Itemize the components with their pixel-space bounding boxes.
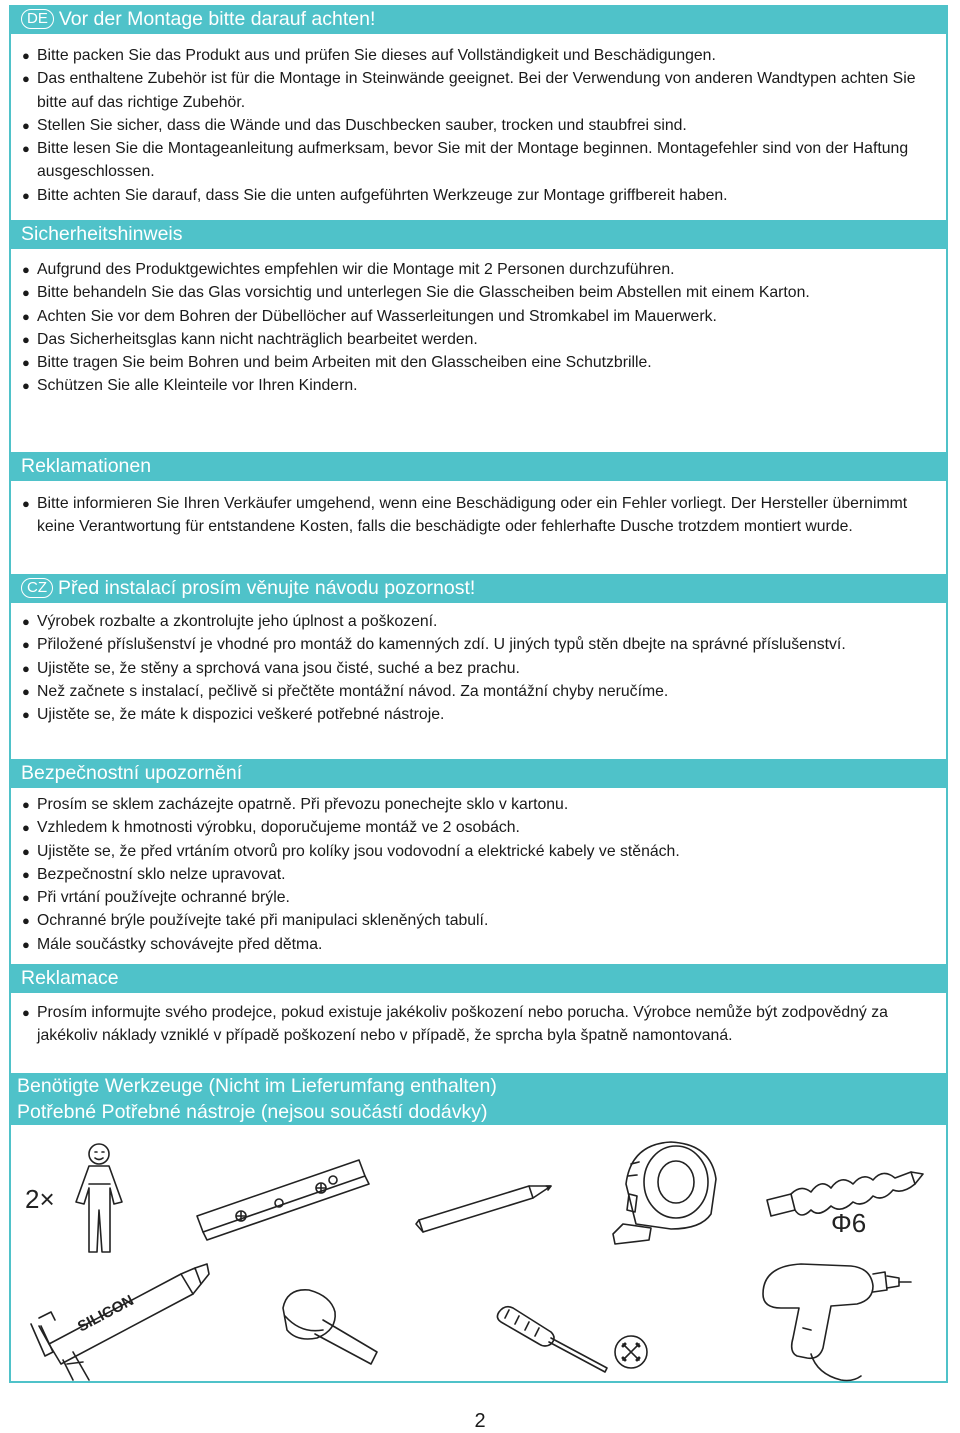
persons-count-label: 2× <box>25 1184 55 1214</box>
list-item: ● Ujistěte se, že máte k dispozici veškeré potřebné nástroje. <box>22 706 445 724</box>
list-item: ● Při vrtání používejte ochranné brýle. <box>22 889 290 907</box>
tape-measure-icon <box>613 1142 716 1244</box>
cz-title-bar <box>11 574 946 603</box>
list-item: ● Bitte behandeln Sie das Glas vorsichtig und unterlegen Sie die Glasscheiben beim Abstellen mit einem Karton. <box>22 284 810 302</box>
tools-title-cz: Potřebné Potřebné nástroje (nejsou součástí dodávky) <box>17 1101 488 1123</box>
list-item: ● Das Sicherheitsglas kann nicht nachträglich bearbeitet werden. <box>22 330 478 348</box>
cz-safety-bar <box>11 759 946 788</box>
list-item: ● Ochranné brýle používejte také při manipulaci skleněných tabulí. <box>22 912 489 930</box>
drill-icon <box>763 1264 911 1381</box>
cz-claims-list <box>22 1001 947 1048</box>
cz-safety-list <box>22 793 947 956</box>
list-item: ● Aufgrund des Produktgewichtes empfehlen wir die Montage mit 2 Personen durchzuführen. <box>22 261 675 278</box>
de-safety-title: Sicherheitshinweis <box>21 223 183 245</box>
list-item: ● Bitte achten Sie darauf, dass Sie die unten aufgeführten Werkzeuge zur Montage griffbereit haben. <box>22 186 728 204</box>
de-title-bar <box>11 5 946 34</box>
pencil-icon <box>416 1186 551 1232</box>
silicon-label: SILICON <box>74 1291 137 1336</box>
cz-claims-bar <box>11 964 946 993</box>
de-claims-bar <box>11 452 946 481</box>
list-item: ● Než začnete s instalací, pečlivě si přečtěte montážní návod. Za montážní chyby neručíme. <box>22 682 669 700</box>
drill-bit-icon <box>767 1172 923 1238</box>
list-item: ● Bezpečnostní sklo nelze upravovat. <box>22 865 286 883</box>
cz-claims-title: Reklamace <box>21 967 119 989</box>
phillips-screw-icon <box>615 1336 647 1368</box>
spirit-level-icon <box>197 1160 369 1240</box>
list-item: ● Ujistěte se, že stěny a sprchová vana jsou čisté, suché a bez prachu. <box>22 659 520 677</box>
tools-title-bar <box>11 1073 946 1125</box>
list-item: ● Das enthaltene Zubehör ist für die Montage in Steinwände geeignet. Bei der Verwendung von anderen Wandtypen achten Sie bitte auf das richtige Zubehör. <box>22 70 916 111</box>
lang-badge-cz: CZ <box>21 578 53 598</box>
de-intro-list <box>22 44 947 207</box>
caulking-gun-icon <box>31 1264 209 1380</box>
cz-intro-list <box>22 610 947 726</box>
lang-badge-de: DE <box>21 9 54 29</box>
list-item: ● Výrobek rozbalte a zkontrolujte jeho úplnost a poškození. <box>22 613 438 630</box>
list-item: ● Bitte lesen Sie die Montageanleitung aufmerksam, bevor Sie mit der Montage beginnen. Montagefehler sind von der Haftung ausgeschlossen. <box>22 140 909 181</box>
tools-illustration <box>11 1124 946 1383</box>
drill-bit-size-label: Φ6 <box>831 1208 867 1238</box>
list-item: ● Ujistěte se, že před vrtáním otvorů pro kolíky jsou vodovodní a elektrické kabely ve stěnách. <box>22 842 680 860</box>
list-item: ● Bitte informieren Sie Ihren Verkäufer umgehend, wenn eine Beschädigung oder ein Fehler vorliegt. Der Hersteller übernimmt keine Verantwortung für entstandene Kosten, falls die beschädigte oder fehlerhafte Dusche trotzdem montiert wurde. <box>22 495 908 536</box>
list-item: ● Přiložené příslušenství je vhodné pro montáž do kamenných zdí. U jiných typů stěn dbejte na správné příslušenství. <box>22 636 846 654</box>
list-item: ● Mále součástky schovávejte před dětma. <box>22 935 323 953</box>
list-item: ● Achten Sie vor dem Bohren der Dübellöcher auf Wasserleitungen und Stromkabel im Mauerwerk. <box>22 307 717 325</box>
cz-safety-title: Bezpečnostní upozornění <box>21 762 243 784</box>
page-number: 2 <box>474 1410 486 1432</box>
cz-title: Před instalací prosím věnujte návodu pozornost! <box>58 577 476 599</box>
list-item: ● Bitte tragen Sie beim Bohren und beim Arbeiten mit den Glasscheiben eine Schutzbrille. <box>22 354 652 372</box>
list-item: ● Schützen Sie alle Kleinteile vor Ihren Kindern. <box>22 377 358 395</box>
list-item: ● Stellen Sie sicher, dass die Wände und das Duschbecken sauber, trocken und staubfrei sind. <box>22 116 687 134</box>
tools-title-de: Benötigte Werkzeuge (Nicht im Lieferumfang enthalten) <box>17 1075 497 1097</box>
hammer-icon <box>283 1290 377 1364</box>
de-safety-bar <box>11 220 946 249</box>
de-claims-list <box>22 492 947 539</box>
de-safety-list <box>22 258 947 398</box>
screwdriver-icon <box>497 1307 607 1372</box>
de-claims-title: Reklamationen <box>21 455 152 477</box>
list-item: ● Vzhledem k hmotnosti výrobku, doporučujeme montáž ve 2 osobách. <box>22 819 520 837</box>
list-item: ● Bitte packen Sie das Produkt aus und prüfen Sie dieses auf Vollständigkeit und Beschädigungen. <box>22 47 716 64</box>
de-title: Vor der Montage bitte darauf achten! <box>58 8 376 30</box>
person-icon <box>76 1144 122 1252</box>
list-item: ● Prosím se sklem zacházejte opatrně. Při převozu ponechejte sklo v kartonu. <box>22 796 569 813</box>
list-item: ● Prosím informujte svého prodejce, pokud existuje jakékoliv poškození nebo porucha. Výrobce nemůže být zodpovědný za jakékoliv náklady vzniklé v případě poškození nebo v případě, že sprcha byla špatně namontovaná. <box>22 1004 888 1045</box>
